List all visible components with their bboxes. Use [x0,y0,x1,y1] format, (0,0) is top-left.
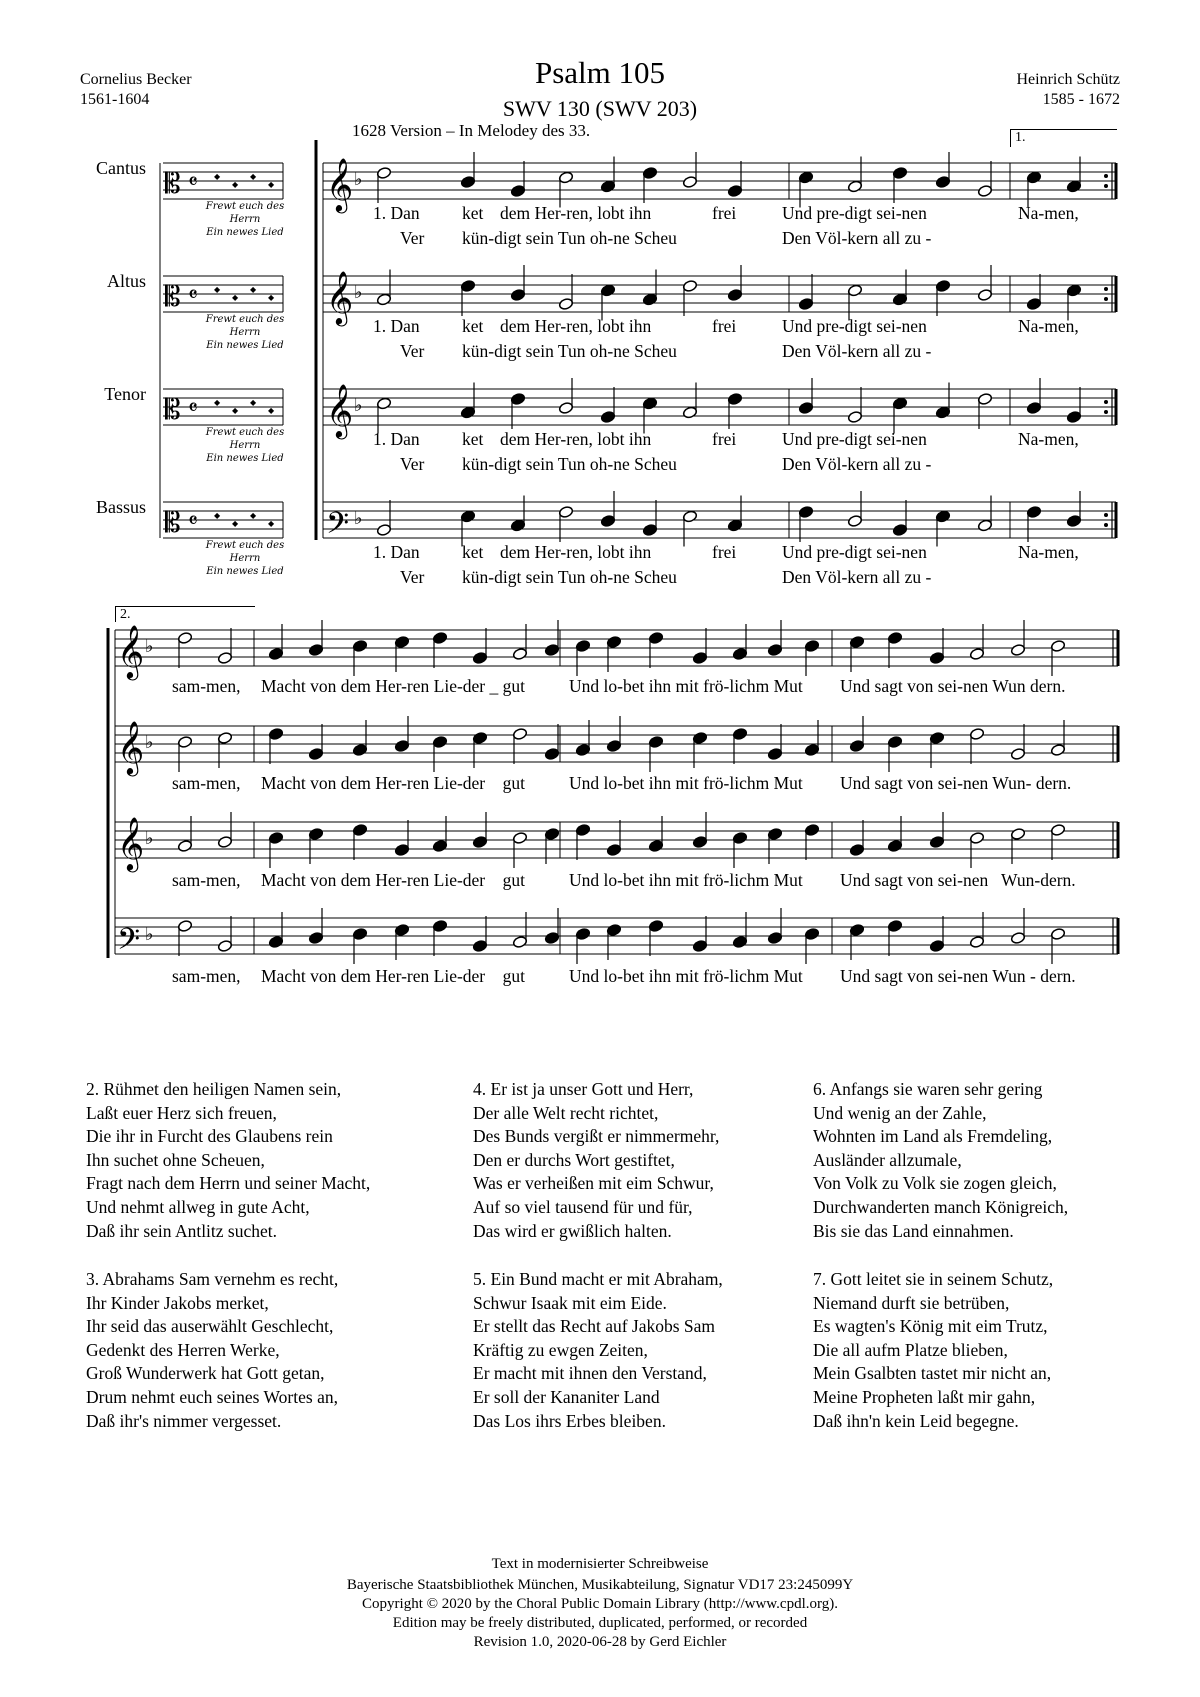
lyric-altus-verse2-seg2: kün-digt sein Tun oh-ne Scheu [462,341,677,361]
note [575,743,590,756]
note [432,735,447,748]
clef-glyph: 𝄞 [117,720,145,774]
note [544,827,559,840]
voice-name-tenor: Tenor [104,384,146,404]
note [682,510,697,523]
old-clef-glyph: 𝄡 [165,393,181,426]
note [558,505,573,518]
note [648,735,663,748]
note [394,843,409,856]
note [692,939,707,952]
lyric-bassus-verse1-seg5: Und pre-digt sei-nen [782,542,927,562]
note [732,647,747,660]
note [804,743,819,756]
incipit-tenor: Frewt euch des Herrn Ein newes Lied [205,427,285,464]
poet-name: Cornelius Becker [80,71,192,88]
lyric-cantus-m2: Macht von dem Her-ren Lie-der _ gut [261,676,525,696]
note [308,643,323,656]
note [376,166,391,179]
note [512,935,527,948]
note [376,293,391,306]
note [606,843,621,856]
note [1010,931,1025,944]
note [308,827,323,840]
lyric-cantus-verse1-seg5: Und pre-digt sei-nen [782,203,927,223]
incipit-note-glyph: ◆ [214,398,221,407]
note [642,397,657,410]
version-note: 1628 Version – In Melodey des 33. [352,121,591,140]
page-title: Psalm 105 [534,55,666,90]
note [642,293,657,306]
note [544,643,559,656]
note [682,279,697,292]
clef-glyph: 𝄞 [326,383,354,437]
stanza-2: 2. Rühmet den heiligen Namen sein, Laßt euer Herz sich freuen, Die ihr in Furcht des Glaubens rein Ihn suchet ohne Scheuen, Fragt nach dem Herrn und seiner Macht, Und nehmt allweg in gute Acht, Daß ihr sein Antlitz suchet. [86,1079,371,1241]
lyric-altus-m3: Und lo-bet ihn mit frö-lichm Mut [569,773,803,793]
lyric-bassus-verse1-seg1: 1. Dan [373,542,420,562]
note [692,835,707,848]
note [600,514,615,527]
lyric-tenor-verse2-seg1: Ver [400,454,425,474]
repeat-dot [1104,410,1108,414]
note [606,739,621,752]
lyric-bassus-verse1-seg6: Na-men, [1018,542,1079,562]
note [804,927,819,940]
note [558,401,573,414]
voice-name-altus: Altus [106,271,146,291]
stanza-4: 4. Er ist ja unser Gott und Herr, Der alle Welt recht richtet, Des Bunds vergißt er nimmermehr, Den er durchs Wort gestiftet, Was er verheißen mit eim Schwur, Auf so viel tausend für und für, Das wird er gwißlich halten. [473,1079,720,1241]
note [217,835,232,848]
note [935,406,950,419]
incipit-note-glyph: ◆ [232,293,239,302]
note [727,288,742,301]
note [575,639,590,652]
footer-copyright: Copyright © 2020 by the Choral Public Domain Library (http://www.cpdl.org). [362,1596,838,1612]
time-signature-glyph: 𝄴 [188,170,198,195]
note [1066,180,1081,193]
note [642,166,657,179]
note [177,919,192,932]
poet-dates: 1561-1604 [80,91,150,108]
lyric-bassus-verse1-seg4: frei [712,542,737,562]
note [510,184,525,197]
note [268,727,283,740]
incipit-note-glyph: ◆ [214,285,221,294]
note [847,284,862,297]
incipit-altus: Frewt euch des Herrn Ein newes Lied [205,314,285,351]
clef-glyph: 𝄢 [117,923,141,964]
lyric-bassus-verse2-seg2: kün-digt sein Tun oh-ne Scheu [462,567,677,587]
key-signature-flat: ♭ [354,508,363,529]
voice-name-cantus: Cantus [95,158,146,178]
note [767,827,782,840]
note [472,939,487,952]
note [1010,827,1025,840]
lyric-tenor-m1: sam-men, [172,870,241,890]
lyric-altus-m1: sam-men, [172,773,241,793]
note [352,743,367,756]
stanza-5: 5. Ein Bund macht er mit Abraham, Schwur Isaak mit eim Eide. Er stellt das Recht auf Jakobs Sam Kräftig zu ewgen Zeiten, Er macht mit ihnen den Verstand, Er soll der Kananiter Land Das Los ihrs Erbes bleiben. [473,1269,723,1431]
note [308,747,323,760]
incipit-note-glyph: ◆ [268,180,275,189]
lyric-altus-verse1-seg2: ket [462,316,484,336]
note [1026,171,1041,184]
note [732,727,747,740]
note [1066,410,1081,423]
note [892,523,907,536]
note [887,631,902,644]
note [268,935,283,948]
lyric-bassus-verse2-seg5: Den Völ-kern all zu - [782,567,932,587]
note [460,406,475,419]
note [352,823,367,836]
incipit-note-glyph: ◆ [232,406,239,415]
stanza-7: 7. Gott leitet sie in seinem Schutz, Niemand durft sie betrüben, Es wagten's König mit eim Trutz, Die all aufm Platze blieben, Mein Gsalbten tastet mir nicht an, Meine Propheten laßt mir gahn, Daß ihn'n kein Leid begegne. [813,1269,1054,1431]
repeat-dot [1104,184,1108,188]
note [969,935,984,948]
key-signature-flat: ♭ [354,282,363,303]
note [1026,401,1041,414]
key-signature-flat: ♭ [145,828,154,849]
note [472,731,487,744]
incipit-note-glyph: ◆ [268,293,275,302]
note [432,631,447,644]
note [1066,284,1081,297]
clef-glyph: 𝄞 [326,157,354,211]
incipit-bassus: Frewt euch des Herrn Ein newes Lied [205,540,285,577]
lyric-altus-m2: Macht von dem Her-ren Lie-der gut [261,773,525,793]
note [804,639,819,652]
lyric-tenor-verse1-seg1: 1. Dan [373,429,420,449]
note [648,919,663,932]
note [727,519,742,532]
incipit-note-glyph: ◆ [214,511,221,520]
note [969,831,984,844]
note [727,184,742,197]
note [1066,514,1081,527]
note [798,401,813,414]
note [558,171,573,184]
note [544,747,559,760]
note [887,735,902,748]
note [376,397,391,410]
lyric-cantus-m1: sam-men, [172,676,241,696]
note [692,651,707,664]
note [969,647,984,660]
old-clef-glyph: 𝄡 [165,506,181,539]
note [648,839,663,852]
note [767,931,782,944]
lyric-tenor-m4: Und sagt von sei-nen Wun-dern. [840,870,1076,890]
lyric-bassus-verse1-seg3: dem Her-ren, lobt ihn [500,542,652,562]
lyric-cantus-verse2-seg1: Ver [400,228,425,248]
note [510,519,525,532]
note [352,639,367,652]
lyric-altus-verse1-seg6: Na-men, [1018,316,1079,336]
lyric-tenor-verse1-seg4: frei [712,429,737,449]
note [732,935,747,948]
note [394,635,409,648]
lyric-bassus-m2: Macht von dem Her-ren Lie-der gut [261,966,525,986]
note [798,505,813,518]
note [1050,639,1065,652]
note [767,643,782,656]
lyric-cantus-verse1-seg6: Na-men, [1018,203,1079,223]
lyric-altus-verse1-seg4: frei [712,316,737,336]
note [606,923,621,936]
stanza-3: 3. Abrahams Sam vernehm es recht, Ihr Kinder Jakobs merket, Ihr seid das auserwählt Geschlecht, Gedenkt des Herren Werke, Groß Wunderwerk hat Gott getan, Drum nehmt euch seines Wortes an, Daß ihr's nimmer vergesset. [86,1269,339,1431]
note [600,410,615,423]
note [847,180,862,193]
lyric-cantus-verse1-seg2: ket [462,203,484,223]
note [935,175,950,188]
note [575,823,590,836]
note [642,523,657,536]
repeat-dot [1104,297,1108,301]
note [217,651,232,664]
key-signature-flat: ♭ [145,924,154,945]
note [732,831,747,844]
note [600,284,615,297]
key-signature-flat: ♭ [354,169,363,190]
incipit-note-glyph: ◆ [268,406,275,415]
lyric-cantus-m4: Und sagt von sei-nen Wun dern. [840,676,1066,696]
note [352,927,367,940]
incipit-note-glyph: ◆ [232,519,239,528]
note [512,831,527,844]
incipit-note-glyph: ◆ [250,398,257,407]
footer-source: Bayerische Staatsbibliothek München, Musikabteilung, Signatur VD17 23:245099Y [346,1577,854,1593]
clef-glyph: 𝄞 [117,816,145,870]
lyric-bassus-m3: Und lo-bet ihn mit frö-lichm Mut [569,966,803,986]
note [600,180,615,193]
lyric-tenor-verse1-seg5: Und pre-digt sei-nen [782,429,927,449]
lyric-altus-verse2-seg1: Ver [400,341,425,361]
note [935,510,950,523]
note [268,831,283,844]
lyric-cantus-verse1-seg3: dem Her-ren, lobt ihn [500,203,652,223]
note [929,731,944,744]
lyric-bassus-m1: sam-men, [172,966,241,986]
note [1050,743,1065,756]
note [376,523,391,536]
repeat-dot [1104,513,1108,517]
old-clef-glyph: 𝄡 [165,167,181,200]
note [892,166,907,179]
note [929,651,944,664]
page-subtitle: SWV 130 (SWV 203) [502,96,698,121]
lyric-altus-verse1-seg3: dem Her-ren, lobt ihn [500,316,652,336]
lyric-tenor-verse1-seg3: dem Her-ren, lobt ihn [500,429,652,449]
note [394,923,409,936]
key-signature-flat: ♭ [145,636,154,657]
time-signature-glyph: 𝄴 [188,509,198,534]
lyric-tenor-verse1-seg6: Na-men, [1018,429,1079,449]
note [798,171,813,184]
lyric-altus-verse1-seg5: Und pre-digt sei-nen [782,316,927,336]
note [887,839,902,852]
note [472,835,487,848]
note [432,839,447,852]
note [977,184,992,197]
composer-name: Heinrich Schütz [1016,71,1120,88]
note [648,631,663,644]
note [977,288,992,301]
note [969,727,984,740]
lyric-altus-verse1-seg1: 1. Dan [373,316,420,336]
lyric-cantus-m3: Und lo-bet ihn mit frö-lichm Mut [569,676,803,696]
key-signature-flat: ♭ [354,395,363,416]
note [217,939,232,952]
incipit-note-glyph: ◆ [250,285,257,294]
composer-dates: 1585 - 1672 [1042,91,1120,108]
note [177,631,192,644]
note [682,406,697,419]
note [1050,823,1065,836]
incipit-cantus: Frewt euch des Herrn Ein newes Lied [205,201,285,238]
lyric-cantus-verse1-seg4: frei [712,203,737,223]
note [849,635,864,648]
lyric-altus-verse2-seg5: Den Völ-kern all zu - [782,341,932,361]
note [935,279,950,292]
note [692,731,707,744]
stanza-6: 6. Anfangs sie waren sehr gering Und wenig an der Zahle, Wohnten im Land als Fremdeling, Ausländer allzumale, Von Volk zu Volk sie zogen gleich, Durchwanderten manch Königreich, Bis sie das Land einnahmen. [813,1079,1069,1241]
lyric-tenor-verse2-seg2: kün-digt sein Tun oh-ne Scheu [462,454,677,474]
old-clef-glyph: 𝄡 [165,280,181,313]
note [460,279,475,292]
lyric-altus-m4: Und sagt von sei-nen Wun- dern. [840,773,1072,793]
lyric-bassus-verse2-seg1: Ver [400,567,425,587]
voice-name-bassus: Bassus [95,497,146,517]
note [460,175,475,188]
note [892,293,907,306]
lyric-bassus-verse1-seg2: ket [462,542,484,562]
note [512,647,527,660]
incipit-note-glyph: ◆ [268,519,275,528]
repeat-dot [1104,174,1108,178]
second-ending-bracket: 2. [115,606,255,622]
repeat-dot [1104,523,1108,527]
note [394,739,409,752]
note [510,288,525,301]
note [798,297,813,310]
footer-revision: Revision 1.0, 2020-06-28 by Gerd Eichler [473,1634,727,1650]
note [977,519,992,532]
note [558,297,573,310]
clef-glyph: 𝄞 [326,270,354,324]
note [847,410,862,423]
repeat-dot [1104,287,1108,291]
note [177,839,192,852]
note [575,927,590,940]
lyric-cantus-verse2-seg5: Den Völ-kern all zu - [782,228,932,248]
note [1010,643,1025,656]
note [177,735,192,748]
key-signature-flat: ♭ [145,732,154,753]
footer-license: Edition may be freely distributed, duplicated, performed, or recorded [392,1615,808,1631]
note [606,635,621,648]
note [510,392,525,405]
lyric-bassus-m4: Und sagt von sei-nen Wun - dern. [840,966,1076,986]
note [268,647,283,660]
lyric-tenor-m2: Macht von dem Her-ren Lie-der gut [261,870,525,890]
note [512,727,527,740]
note [682,175,697,188]
incipit-note-glyph: ◆ [214,172,221,181]
note [472,651,487,664]
note [1010,747,1025,760]
note [432,919,447,932]
time-signature-glyph: 𝄴 [188,396,198,421]
footer-note: Text in modernisierter Schreibweise [491,1556,709,1572]
note [217,731,232,744]
lyric-tenor-verse1-seg2: ket [462,429,484,449]
note [847,514,862,527]
clef-glyph: 𝄞 [117,624,145,678]
lyric-cantus-verse1-seg1: 1. Dan [373,203,420,223]
lyric-tenor-verse2-seg5: Den Völ-kern all zu - [782,454,932,474]
incipit-note-glyph: ◆ [250,511,257,520]
lyric-cantus-verse2-seg2: kün-digt sein Tun oh-ne Scheu [462,228,677,248]
clef-glyph: 𝄢 [326,507,350,548]
incipit-note-glyph: ◆ [232,180,239,189]
note [849,739,864,752]
lyric-tenor-m3: Und lo-bet ihn mit frö-lichm Mut [569,870,803,890]
note [892,397,907,410]
note [977,392,992,405]
note [1026,505,1041,518]
incipit-note-glyph: ◆ [250,172,257,181]
note [767,747,782,760]
repeat-dot [1104,400,1108,404]
note [849,843,864,856]
note [849,923,864,936]
note [1050,927,1065,940]
note [460,510,475,523]
note [308,931,323,944]
time-signature-glyph: 𝄴 [188,283,198,308]
note [929,939,944,952]
note [887,919,902,932]
note [1026,297,1041,310]
note [929,835,944,848]
note [804,823,819,836]
note [544,931,559,944]
first-ending-bracket: 1. [1010,129,1117,147]
note [727,392,742,405]
